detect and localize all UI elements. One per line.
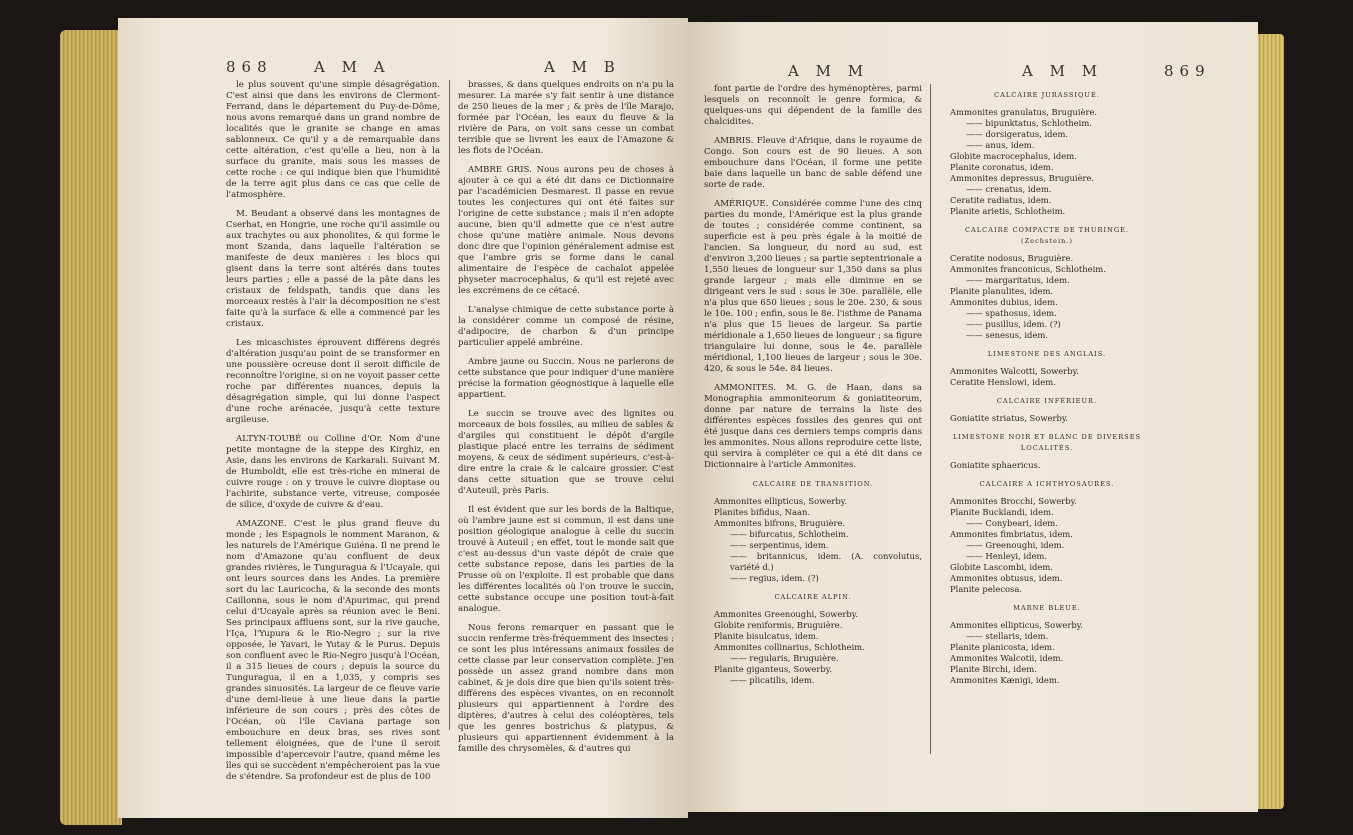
fossil-item: —— plicatilis, idem. — [730, 675, 815, 685]
fossil-item: Planite planulites, idem. — [950, 286, 1054, 296]
section-title: LIMESTONE NOIR ET BLANC DE DIVERSES LOCALITÉS. — [952, 433, 1142, 452]
entry-ambris: AMBRIS. Fleuve d'Afrique, dans le royaume de Congo. Son cours est de 90 lieues. A son embouchure dans l'Océan, il forme une petite baie dans laquelle un banc de sable défend une sorte de rade. — [704, 136, 922, 190]
column-rule — [449, 80, 450, 730]
paragraph: Il est évident que sur les bords de la Baltique, où l'ambre jaune est si commun, il est dans une position géologique analogue à celle du succin trouvé à Auteuil ; en effet, tout le monde sait que c'est au-dessus d'un vaste dépôt de craie que cette substance repose, dans les parties de la Prusse où on l'exploite. Il est probable que dans les différentes localités où l'on trouve le succin, cette substance occupe une position tout-à-fait analogue. — [458, 505, 674, 614]
fossil-item: —— Henleyi, idem. — [966, 551, 1048, 561]
fossil-item: —— crenatus, idem. — [966, 184, 1052, 194]
fossil-item: —— spathosus, idem. — [966, 308, 1057, 318]
right-header-right: A M M — [1022, 62, 1104, 80]
fossil-item: Ammonites depressus, Bruguière. — [950, 173, 1095, 183]
fossil-item: Planite pelecosa. — [950, 584, 1023, 594]
entry-amerique: AMÉRIQUE. Considérée comme l'une des cinq parties du monde, l'Amérique est la plus grande de toutes ; considérée comme continent, sa superficie est à peu près égale à la moitié de l'ancien. Sa longueur, du nord au sud, est d'environ 3,200 lieues ; sa partie septentrionale a 1,550 lieues de longueur sur 1,350 dans sa plus grande largeur ; mais elle diminue en se dirigeant vers le sud : sous le 30e. parallèle, elle n'a plus que 650 lieues ; sous le 20e. 230, & sous le 10e. 100 ; enfin, sous le 8e. l'isthme de Panama n'a plus que 15 lieues de largeur. Sa partie méridionale a 1,650 lieues de longueur ; sa figure triangulaire lui donne, sous le 4e. parallèle méridional, 1,100 lieues de largeur ; sous le 30e. 420, & sous le 54e. 84 lieues. — [704, 199, 922, 374]
fossil-item: Planite arietis, Schlotheim. — [950, 206, 1066, 216]
fossil-item: Planite Bucklandi, idem. — [950, 507, 1054, 517]
section-title: CALCAIRE JURASSIQUE. — [994, 91, 1100, 99]
right-page-number: 869 — [1164, 62, 1211, 80]
fossil-item: —— regularis, Bruguière. — [730, 653, 839, 663]
fossil-item: Ammonites Kænigi, idem. — [950, 675, 1060, 685]
fossil-item: —— stellaris, idem. — [966, 631, 1049, 641]
fossil-item: —— serpentinus, idem. — [730, 540, 829, 550]
paragraph: L'analyse chimique de cette substance porte à la considérer comme un composé de résine, d'adipocire, de charbon & d'un principe particulier appelé ambréine. — [458, 305, 674, 348]
fossil-item: —— bipunktatus, Schlotheim. — [966, 118, 1092, 128]
right-column-1 — [704, 84, 922, 686]
fossil-item: Planite Birchi, idem. — [950, 664, 1037, 674]
fossil-item: Ammonites ellipticus, Sowerby. — [714, 496, 847, 506]
fossil-item: Ammonites granulatus, Bruguière. — [950, 107, 1098, 117]
paragraph: le plus souvent qu'une simple désagrégation. C'est ainsi que dans les environs de Clermont-Ferrand, dans le département du Puy-de-Dôme, nous avons remarqué dans un grand nombre de localités que le granite se change en amas sablonneux. Ce qu'il y a de remarquable dans cette altération, c'est qu'elle a lieu, non à la surface du granite, mais sous les masses de cette roche : ce qui indique bien que l'humidité de la terre agit plus dans ce cas que celle de l'atmosphère. — [226, 80, 440, 200]
paragraph: font partie de l'ordre des hyménoptères, parmi lesquels on reconnoît le genre formica, & quelques-uns qui dépendent de la famille des chalcidites. — [704, 84, 922, 127]
fossil-item: Ceratite radiatus, idem. — [950, 195, 1052, 205]
fossil-item: Globite macrocephalus, idem. — [950, 151, 1077, 161]
fossil-item: —— anus, idem. — [966, 140, 1035, 150]
left-page-number: 868 — [226, 58, 273, 76]
entry-ammonites: AMMONITES. M. G. de Haan, dans sa Monographia ammoniteorum & goniatiteorum, donne par nature de terrains la liste des différentes espèces fossiles des genres qui ont été jusque dans ces derniers temps compris dans les ammonites. Nous allons reproduire cette liste, qui servira à compléter ce qui a été dit dans ce Dictionnaire à l'article Ammonites. — [704, 383, 922, 470]
left-column-1 — [226, 80, 440, 791]
entry-ambre-gris: AMBRE GRIS. Nous aurons peu de choses à ajouter à ce qui a été dit dans ce Dictionnaire par l'académicien Desmarest. Il passe en revue toutes les conjectures qui ont été faites sur l'origine de cette substance ; mais il n'en adopte aucune, bien qu'il admette que ce n'est autre chose qu'une matière animale. Nous devons donc dire que l'opinion généralement admise est que l'ambre gris se forme dans le canal alimentaire de l'espèce de cachalot appelée physeter macrocephalus, & qu'il est rejeté avec les excrémens de ce cétacé. — [458, 165, 674, 296]
fossil-item: —— margaritatus, idem. — [966, 275, 1070, 285]
section-title: CALCAIRE DE TRANSITION. — [752, 480, 874, 488]
fossil-item: Ammonites Brocchi, Sowerby. — [950, 496, 1077, 506]
section-title: LIMESTONE DES ANGLAIS. — [987, 350, 1107, 358]
column-rule — [930, 84, 931, 754]
left-header-left: A M A — [314, 58, 391, 76]
fossil-item: —— Greenoughi, idem. — [966, 540, 1065, 550]
right-page — [688, 22, 1258, 812]
fossil-item: Ceratite Henslowi, idem. — [950, 377, 1056, 387]
fossil-item: Planite giganteus, Sowerby. — [714, 664, 833, 674]
fossil-item: Goniatite sphaericus. — [950, 460, 1041, 470]
fossil-item: Globite reniformis, Bruguière. — [714, 620, 843, 630]
fossil-item: —— Conybeari, idem. — [966, 518, 1058, 528]
right-header-left: A M M — [788, 62, 870, 80]
fossil-item: Ammonites fimbriatus, idem. — [950, 529, 1073, 539]
fossil-item: Ammonites Greenoughi, Sowerby. — [714, 609, 859, 619]
fossil-item: Ammonites collinarius, Schlotheim. — [714, 642, 865, 652]
fossil-item: —— regius, idem. (?) — [730, 573, 819, 583]
section-title: CALCAIRE ALPIN. — [774, 593, 852, 601]
paragraph: Le succin se trouve avec des lignites ou morceaux de bois fossiles, au milieu de sables & d'argiles qui constituent le dépôt d'argile plastique placé entre les terrains de sédiment moyens, & ceux de sédiment supérieurs, c'est-à-dire entre la craie & le calcaire grossier. C'est dans cette situation que se trouve celui d'Auteuil, près Paris. — [458, 409, 674, 496]
fossil-item: —— senesus, idem. — [966, 330, 1048, 340]
fossil-item: Ammonites bifrons, Bruguière. — [714, 518, 846, 528]
right-column-2 — [940, 82, 1154, 686]
paragraph: brasses, & dans quelques endroits on n'a pu la mesurer. La marée s'y fait sentir à une distance de 250 lieues de la mer ; & près de l'île Marajo, formée par l'Océan, les eaux du fleuve & la rivière de Para, on voit sans cesse un combat terrible que se livrent les eaux de l'Amazone & les flots de l'Océan. — [458, 80, 674, 156]
fossil-item: Goniatite striatus, Sowerby. — [950, 413, 1069, 423]
fossil-item: —— britannicus, idem. (A. convolutus, variété d.) — [730, 551, 922, 572]
fossil-item: —— pusillus, idem. (?) — [966, 319, 1061, 329]
fossil-item: Planite planicosta, idem. — [950, 642, 1055, 652]
fossil-item: Planite coronatus, idem. — [950, 162, 1054, 172]
paragraph: M. Beudant a observé dans les montagnes de Cserhat, en Hongrie, une roche qu'il assimile ou aux trachytes ou aux phonolites, & qui forme le mont Szanda, dans laquelle l'altération se manifeste de deux manières : les blocs qui gisent dans la terre sont altérés dans toutes leurs parties ; elle a passé de la pâte dans les cristaux de feldspath, tandis que dans les morceaux restés à l'air la décomposition ne s'est faite qu'à la surface & elle a commencé par les cristaux. — [226, 209, 440, 329]
section-title: CALCAIRE A ICHTHYOSAURES. — [979, 480, 1115, 488]
section-title: MARNE BLEUE. — [1013, 604, 1081, 612]
entry-ambre-jaune: Ambre jaune ou Succin. Nous ne parlerons de cette substance que pour indiquer d'une manière précise la formation géognostique à laquelle elle appartient. — [458, 357, 674, 400]
section-title: CALCAIRE COMPACTE DE THURINGE. (Zechstein.) — [964, 226, 1130, 245]
fossil-item: Ammonites dubius, idem. — [950, 297, 1058, 307]
entry-altyn-toube: ALTYN-TOUBÉ ou Colline d'Or. Nom d'une petite montagne de la steppe des Kirghiz, en Asie, dans les environs de Karkarali. Suivant M. de Humboldt, elle est très-riche en minerai de cuivre rouge : on y trouve le cuivre dioptase ou l'achirite, substance verte, vitreuse, composée de silice, d'oxyde de cuivre & d'eau. — [226, 434, 440, 510]
paragraph: Les micaschistes éprouvent différens degrés d'altération jusqu'au point de se transformer en une poussière ocreuse dont il seroit difficile de reconnoître l'origine, si on ne voyoit passer cette roche par différentes nuances, depuis la désagrégation simple, qui lui donne l'aspect d'une roche arénacée, jusqu'à cette texture argileuse. — [226, 338, 440, 425]
fossil-item: Ammonites Walcotti, Sowerby. — [950, 366, 1079, 376]
paragraph: Nous ferons remarquer en passant que le succin renferme très-fréquemment des insectes : ce sont les plus intéressans animaux fossiles de cette classe par leur conservation complète. J'en possède un assez grand nombre dans mon cabinet, & je dois dire que bien qu'ils soient très-différens des espèces vivantes, on en reconnoît plusieurs qui appartiennent à l'ordre des diptères, d'autres à celui des coléoptères, tels que les genres bostrichus & platypus, & plusieurs qui appartiennent évidemment à la famille des chrysomèles, & d'autres qui — [458, 623, 674, 754]
left-header-right: A M B — [544, 58, 621, 76]
section-title: CALCAIRE INFÉRIEUR. — [996, 397, 1098, 405]
fossil-item: —— bifurcatus, Schlotheim. — [730, 529, 849, 539]
fossil-item: Ammonites Walcotii, idem. — [950, 653, 1064, 663]
left-page-edges — [60, 30, 122, 825]
fossil-item: Planites bifidus, Naan. — [714, 507, 811, 517]
fossil-item: Ceratite nodosus, Bruguière. — [950, 253, 1074, 263]
fossil-item: Ammonites franconicus, Schlotheim. — [950, 264, 1106, 274]
entry-amazone: AMAZONE. C'est le plus grand fleuve du monde ; les Espagnols le nomment Maranon, & les naturels de l'Amérique Guiéna. Il ne prend le nom d'Amazone qu'au confluent de deux grandes rivières, le Tunguragua & l'Ucayale, qui ont leurs sources dans les Andes. La première sort du lac Lauricocha, & la seconde des monts Caillonna, sous le nom d'Apurimac, qui prend celui d'Ucayale après sa réunion avec le Beni. Ses principaux affluens sont, sur la rive gauche, l'Iça, l'Yupura & le Rio-Negro ; sur la rive opposée, le Yavari, le Yutay & le Purus. Depuis son confluent avec le Rio-Negro jusqu'à l'Océan, il a 315 lieues de cours ; depuis la source du Tunguragua, il en a 1,035, y compris ses grandes sinuosités. La largeur de ce fleuve varie d'une demi-lieue à une lieue dans la partie inférieure de son cours ; près des côtes de l'Océan, où l'île Caviana partage son embouchure en deux bras, ses rives sont tellement éloignées, que de l'une il seroit impossible d'apercevoir l'autre, quand même les îles qui se succèdent n'empêcheroient pas la vue de s'étendre. Sa profondeur est de plus de 100 — [226, 519, 440, 782]
fossil-item: Ammonites ellipticus, Sowerby. — [950, 620, 1083, 630]
fossil-item: —— dorsigeratus, idem. — [966, 129, 1069, 139]
fossil-item: Globite Lascombi, idem. — [950, 562, 1053, 572]
left-page — [118, 18, 688, 818]
left-column-2 — [458, 80, 674, 763]
right-page-edges — [1256, 34, 1284, 809]
fossil-item: Ammonites obtusus, idem. — [950, 573, 1063, 583]
fossil-item: Planite bisulcatus, idem. — [714, 631, 819, 641]
